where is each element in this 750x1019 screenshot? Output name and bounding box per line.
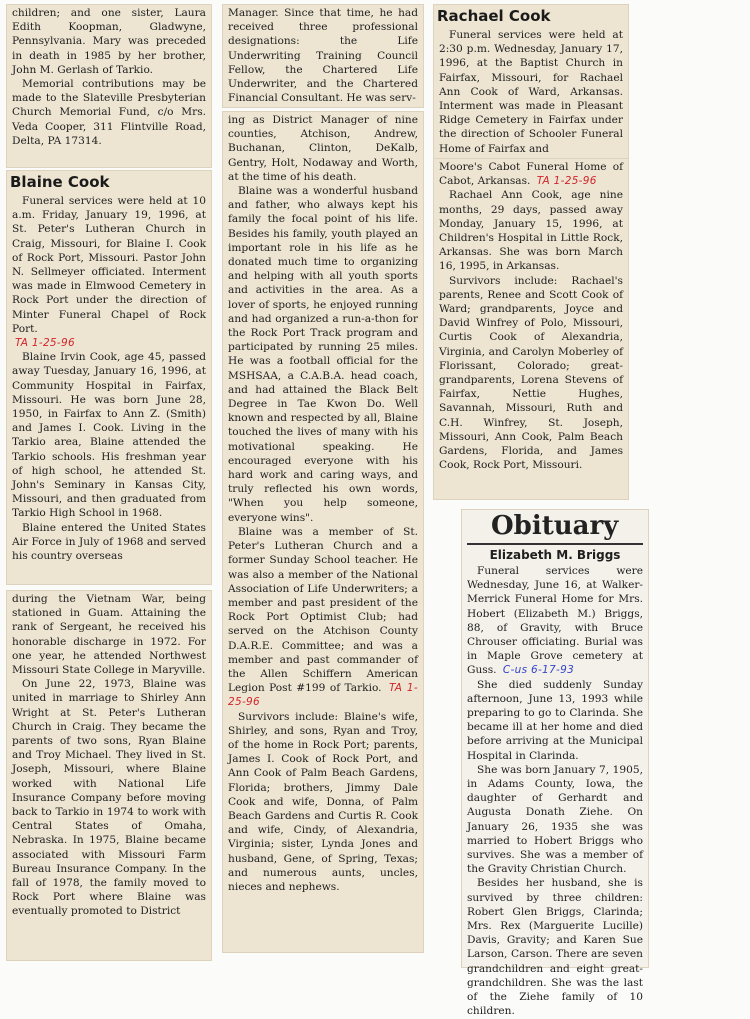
clipping-blaine-cook-1 (6, 170, 212, 585)
rachael-funeral-home-text: Moore's Cabot Funeral Home of Cabot, Arkansas. TA 1-25-96 (439, 161, 623, 188)
rachael-cook-heading: Rachael Cook (437, 7, 551, 25)
blaine-air-force-text: Blaine entered the United States Air Force in July of 1968 and served his country overseas (12, 521, 206, 563)
clipping-elizabeth-briggs (461, 509, 649, 1018)
rachael-funeral-text: Funeral services were held at 2:30 p.m. Wednesday, January 17, 1996, at the Baptist Church in Fairfax, Missouri, for Rachael Ann Cook of Ward, Arkansas. Interment was made in Pleasant Ridge Cemetery in Fairfax under the direction of Schooler Funeral Home of Fairfax and (439, 29, 623, 155)
blaine-cook-heading: Blaine Cook (10, 173, 110, 191)
elizabeth-biography-text: She was born January 7, 1905, in Adams County, Iowa, the daughter of Gerhardt and Augusta Donath Ziehe. On January 26, 1935 she was married to Hobert Briggs who survives. She was a member of the Gravity Christian Church. (467, 763, 643, 876)
handwritten-note: TA 1-25-96 (228, 682, 418, 709)
elizabeth-survivors-text: Besides her husband, she is survived by three children: Robert Glen Briggs, Clarinda; Mrs. Rex (Marguerite Lucille) Davis, Gravity; and Karen Sue Larson, Carson. There are seven grandchildren and eight great-grandchildren. She was the last of the Ziehe family of 10 children. (467, 877, 643, 1018)
elizabeth-briggs-name: Elizabeth M. Briggs (489, 548, 621, 562)
clipping-blaine-cook-4 (222, 111, 424, 953)
rachael-survivors-text: Survivors include: Rachael's parents, Renee and Scott Cook of Ward; grandparents, Joyce and David Winfrey of Polo, Missouri, Curtis Cook of Alexandria, Virginia, and Carolyn Moberley of Florissant, Colorado; great-grandparents, Lorena Stevens of Fairfax, Nettie Hughes, Savannah, Missouri, Ruth and C.H. Winfrey, St. Joseph, Missouri, Ann Cook, Palm Beach Gardens, Florida, and James Cook, Rock Port, Missouri. (439, 274, 623, 472)
handwritten-note: TA 1-25-96 (15, 337, 75, 350)
memorial-text: children; and one sister, Laura Edith Koopman, Gladwyne, Pennsylvania. Mary was preceded in death in 1985 by her brother, John M. Gerlash of Tarkio. (12, 7, 206, 76)
memorial-contributions-text: Memorial contributions may be made to the Slateville Presbyterian Church Memorial Fund, c/o Mrs. Veda Cooper, 311 Flintville Road, Delta, PA 17314. (12, 78, 206, 147)
blaine-funeral-text: Funeral services were held at 10 a.m. Friday, January 19, 1996, at St. Peter's Lutheran Church in Craig, Missouri, for Blaine I. Cook of Rock Port, Missouri. Pastor John N. Sellmeyer officiated. Interment was made in Elmwood Cemetery in Rock Port under the direction of Minter Funeral Chapel of Rock Port. (12, 195, 206, 335)
handwritten-note: TA 1-25-96 (536, 175, 597, 188)
clipping-rachael-cook-2 (433, 158, 629, 500)
blaine-career-text: Manager. Since that time, he had received three professional designations: the Life Underwriting Training Council Fellow, the Chartered Life Underwriter, and the Chartered Financial Consultant. He was serv- (228, 7, 418, 105)
obituary-title: Obituary (491, 511, 619, 541)
clipping-blaine-cook-2 (6, 590, 212, 961)
clipping-blaine-cook-3 (222, 4, 424, 108)
blaine-biography-text: Blaine Irvin Cook, age 45, passed away Tuesday, January 16, 1996, at Community Hospital in Fairfax, Missouri. He was born June 28, 1950, in Fairfax to Ann Z. (Smith) and James I. Cook. Living in the Tarkio area, Blaine attended the Tarkio schools. His freshman year of high school, he attended St. John's Seminary in Kansas City, Missouri, and then graduated from Tarkio High School in 1968. (12, 351, 206, 520)
blaine-family-text: Blaine was a wonderful husband and father, who always kept his family the focal point of his life. Besides his family, youth played an important role in his life as he donated much time to organizing and helping with all youth sports and activities in the area. As a lover of sports, he enjoyed running and had organized a run-a-thon for the Rock Port Track program and participated by running 25 miles. He was a football official for the MSHSAA, a C.A.B.A. head coach, and had attained the Black Belt Degree in Tae Kwon Do. Well known and respected by all, Blaine touched the lives of many with his motivational speaking. He encouraged everyone with his hard work and caring ways, and truly reflected his own words, "When you help someone, everyone wins". (228, 185, 418, 524)
blaine-district-text: ing as District Manager of nine counties, Atchison, Andrew, Buchanan, Clinton, DeKalb, Gentry, Holt, Nodaway and Worth, at the time of his death. (228, 114, 418, 183)
blaine-membership-text: Blaine was a member of St. Peter's Lutheran Church and a former Sunday School teacher. He was also a member of the National Association of Life Underwriters; a member and past president of the Rock Port Optimist Club; had served on the Atchison County D.A.R.E. Committee; and was a member and past commander of the Allen Schiffern American Legion Post #199 of Tarkio. TA 1-25-96 (228, 525, 418, 709)
elizabeth-funeral-text: Funeral services were Wednesday, June 16, at Walker-Merrick Funeral Home for Mrs. Hobert (Elizabeth M.) Briggs, 88, of Gravity, with Bruce Chrouser officiating. Burial was in Maple Grove cemetery at Guss. C-us 6-17-93 (467, 565, 643, 677)
divider (467, 543, 643, 545)
elizabeth-death-text: She died suddenly Sunday afternoon, June 13, 1993 while preparing to go to Clarinda. She became ill at her home and died before arriving at the Municipal Hospital in Clarinda. (467, 678, 643, 762)
blaine-vietnam-text: during the Vietnam War, being stationed in Guam. Attaining the rank of Sergeant, he received his honorable discharge in 1972. For one year, he attended Northwest Missouri State College in Maryville. (12, 593, 206, 677)
clipping-memorial-end (6, 4, 212, 168)
handwritten-note: C-us 6-17-93 (502, 664, 575, 677)
rachael-biography-text: Rachael Ann Cook, age nine months, 29 days, passed away Monday, January 15, 1996, at Children's Hospital in Little Rock, Arkansas. She was born March 16, 1995, in Arkansas. (439, 189, 623, 273)
blaine-survivors-text: Survivors include: Blaine's wife, Shirley, and sons, Ryan and Troy, of the home in Rock Port; parents, James I. Cook of Rock Port, and Ann Cook of Palm Beach Gardens, Florida; brothers, Jimmy Dale Cook and wife, Donna, of Palm Beach Gardens and Curtis R. Cook and wife, Cindy, of Alexandria, Virginia; sister, Lynda Jones and husband, Gene, of Spring, Texas; and numerous aunts, uncles, nieces and nephews. (228, 710, 418, 893)
blaine-marriage-text: On June 22, 1973, Blaine was united in marriage to Shirley Ann Wright at St. Peter's Lutheran Church in Craig. They became the parents of two sons, Ryan Blaine and Troy Michael. They lived in St. Joseph, Missouri, where Blaine worked with National Life Insurance Company before moving back to Tarkio in 1974 to work with Central States of Omaha, Nebraska. In 1975, Blaine became associated with Missouri Farm Bureau Insurance Company. In the fall of 1978, the family moved to Rock Port where Blaine was eventually promoted to District (12, 678, 206, 918)
